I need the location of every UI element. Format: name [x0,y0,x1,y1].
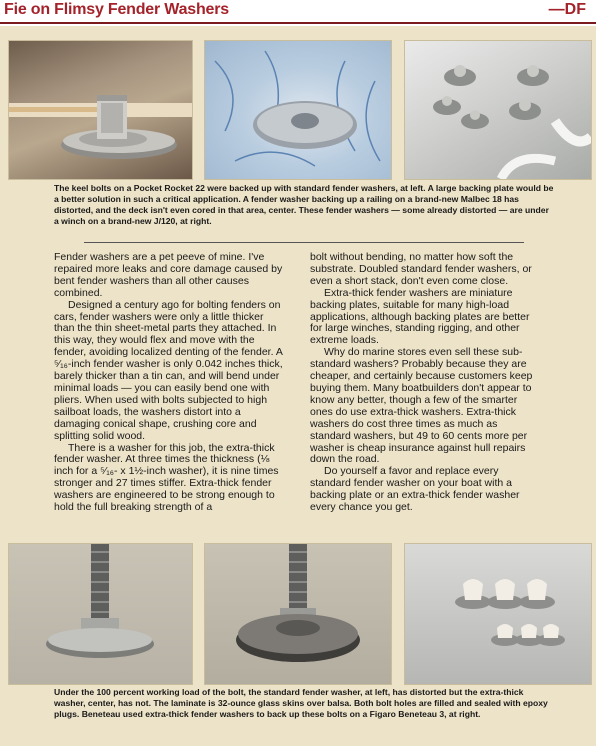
author-initials: —DF [548,1,586,18]
paragraph: Extra-thick fender washers are miniature backing plates, suitable for many high-load applications, although backing plates are better for large winches, standing rigging, and other extreme loads. [310,286,530,347]
article-title: Fie on Flimsy Fender Washers [4,1,229,18]
bottom-photo-caption: Under the 100 percent working load of the bolt, the standard fender washer, at left, has distorted but the extra-thick washer, center, has not. The laminate is 32-ounce glass skins over balsa. Both bolt holes are filled and sealed with epoxy plugs. Beneteau used extra-thick fender washers to back up these bolts on a Figaro Beneteau 3, at right. [54,687,548,719]
paragraph: bolt without bending, no matter how soft the substrate. Doubled standard fender washers, or even a short stack, don't even come close. [310,251,532,287]
paragraph: Why do marine stores even sell these sub-standard washers? Probably because they are cheaper, and certainly because customers keep buying them. Many boatbuilders don't appear to know any better, though a few of the smarter ones do use extra-thick washers. Extra-thick washers do cost three times as much as standard washers, but 49 to 60 cents more per washer is cheap insurance against hull repairs down the road. [310,346,533,466]
header-rule [0,22,596,24]
paragraph: There is a washer for this job, the extra-thick fender washer. At three times the thickness (⅛ inch for a ⁵⁄₁₆- x 1½-inch washer), it is nine times stronger and 27 times stiffer. Extra-thick fender washers are engineered to be strong enough to hold the full breaking strength of a [54,441,279,514]
article-column-right [310,252,540,514]
photo-standard-washer-test [8,543,193,685]
article-column-left [54,252,284,514]
article-header [0,0,596,26]
photo-figaro-beneteau-washers [404,543,592,685]
photo-winch-washers [404,40,592,180]
paragraph: Fender washers are a pet peeve of mine. I've repaired more leaks and core damage caused by bent fender washers than all other causes combined. [54,251,283,299]
paragraph: Do yourself a favor and replace every standard fender washer on your boat with a backing plate or an extra-thick fender washer every chance you get. [310,465,520,514]
caption-divider [84,242,524,243]
paragraph: Designed a century ago for bolting fenders on cars, fender washers were only a little thicker than the thin sheet-metal parts they attached. In this way, they would flex and move with the fender, avoiding localized denting of the fender. A ⁵⁄₁₆-inch fender washer is only 0.042 inches thick, barely thicker than a tin can, and will bend under minimal loads — you can easily bend one with pliers. When used with bolts subjected to high sailboat loads, the washers distort into a damaging conical shape, crushing core and splitting solid wood. [54,298,283,442]
photo-keel-bolts-fender-washers [8,40,193,180]
photo-extra-thick-washer-test [204,543,392,685]
photo-railing-washer-distorted [204,40,392,180]
top-photo-caption: The keel bolts on a Pocket Rocket 22 were backed up with standard fender washers, at left. A large backing plate would be a better solution in such a critical application. A fender washer backing up a railing on a brand-new Malbec 18 has distorted, and the deck isn't even cored in that area, center. These fender washers — some already distorted — are under a winch on a brand-new J/120, at right. [54,183,554,226]
